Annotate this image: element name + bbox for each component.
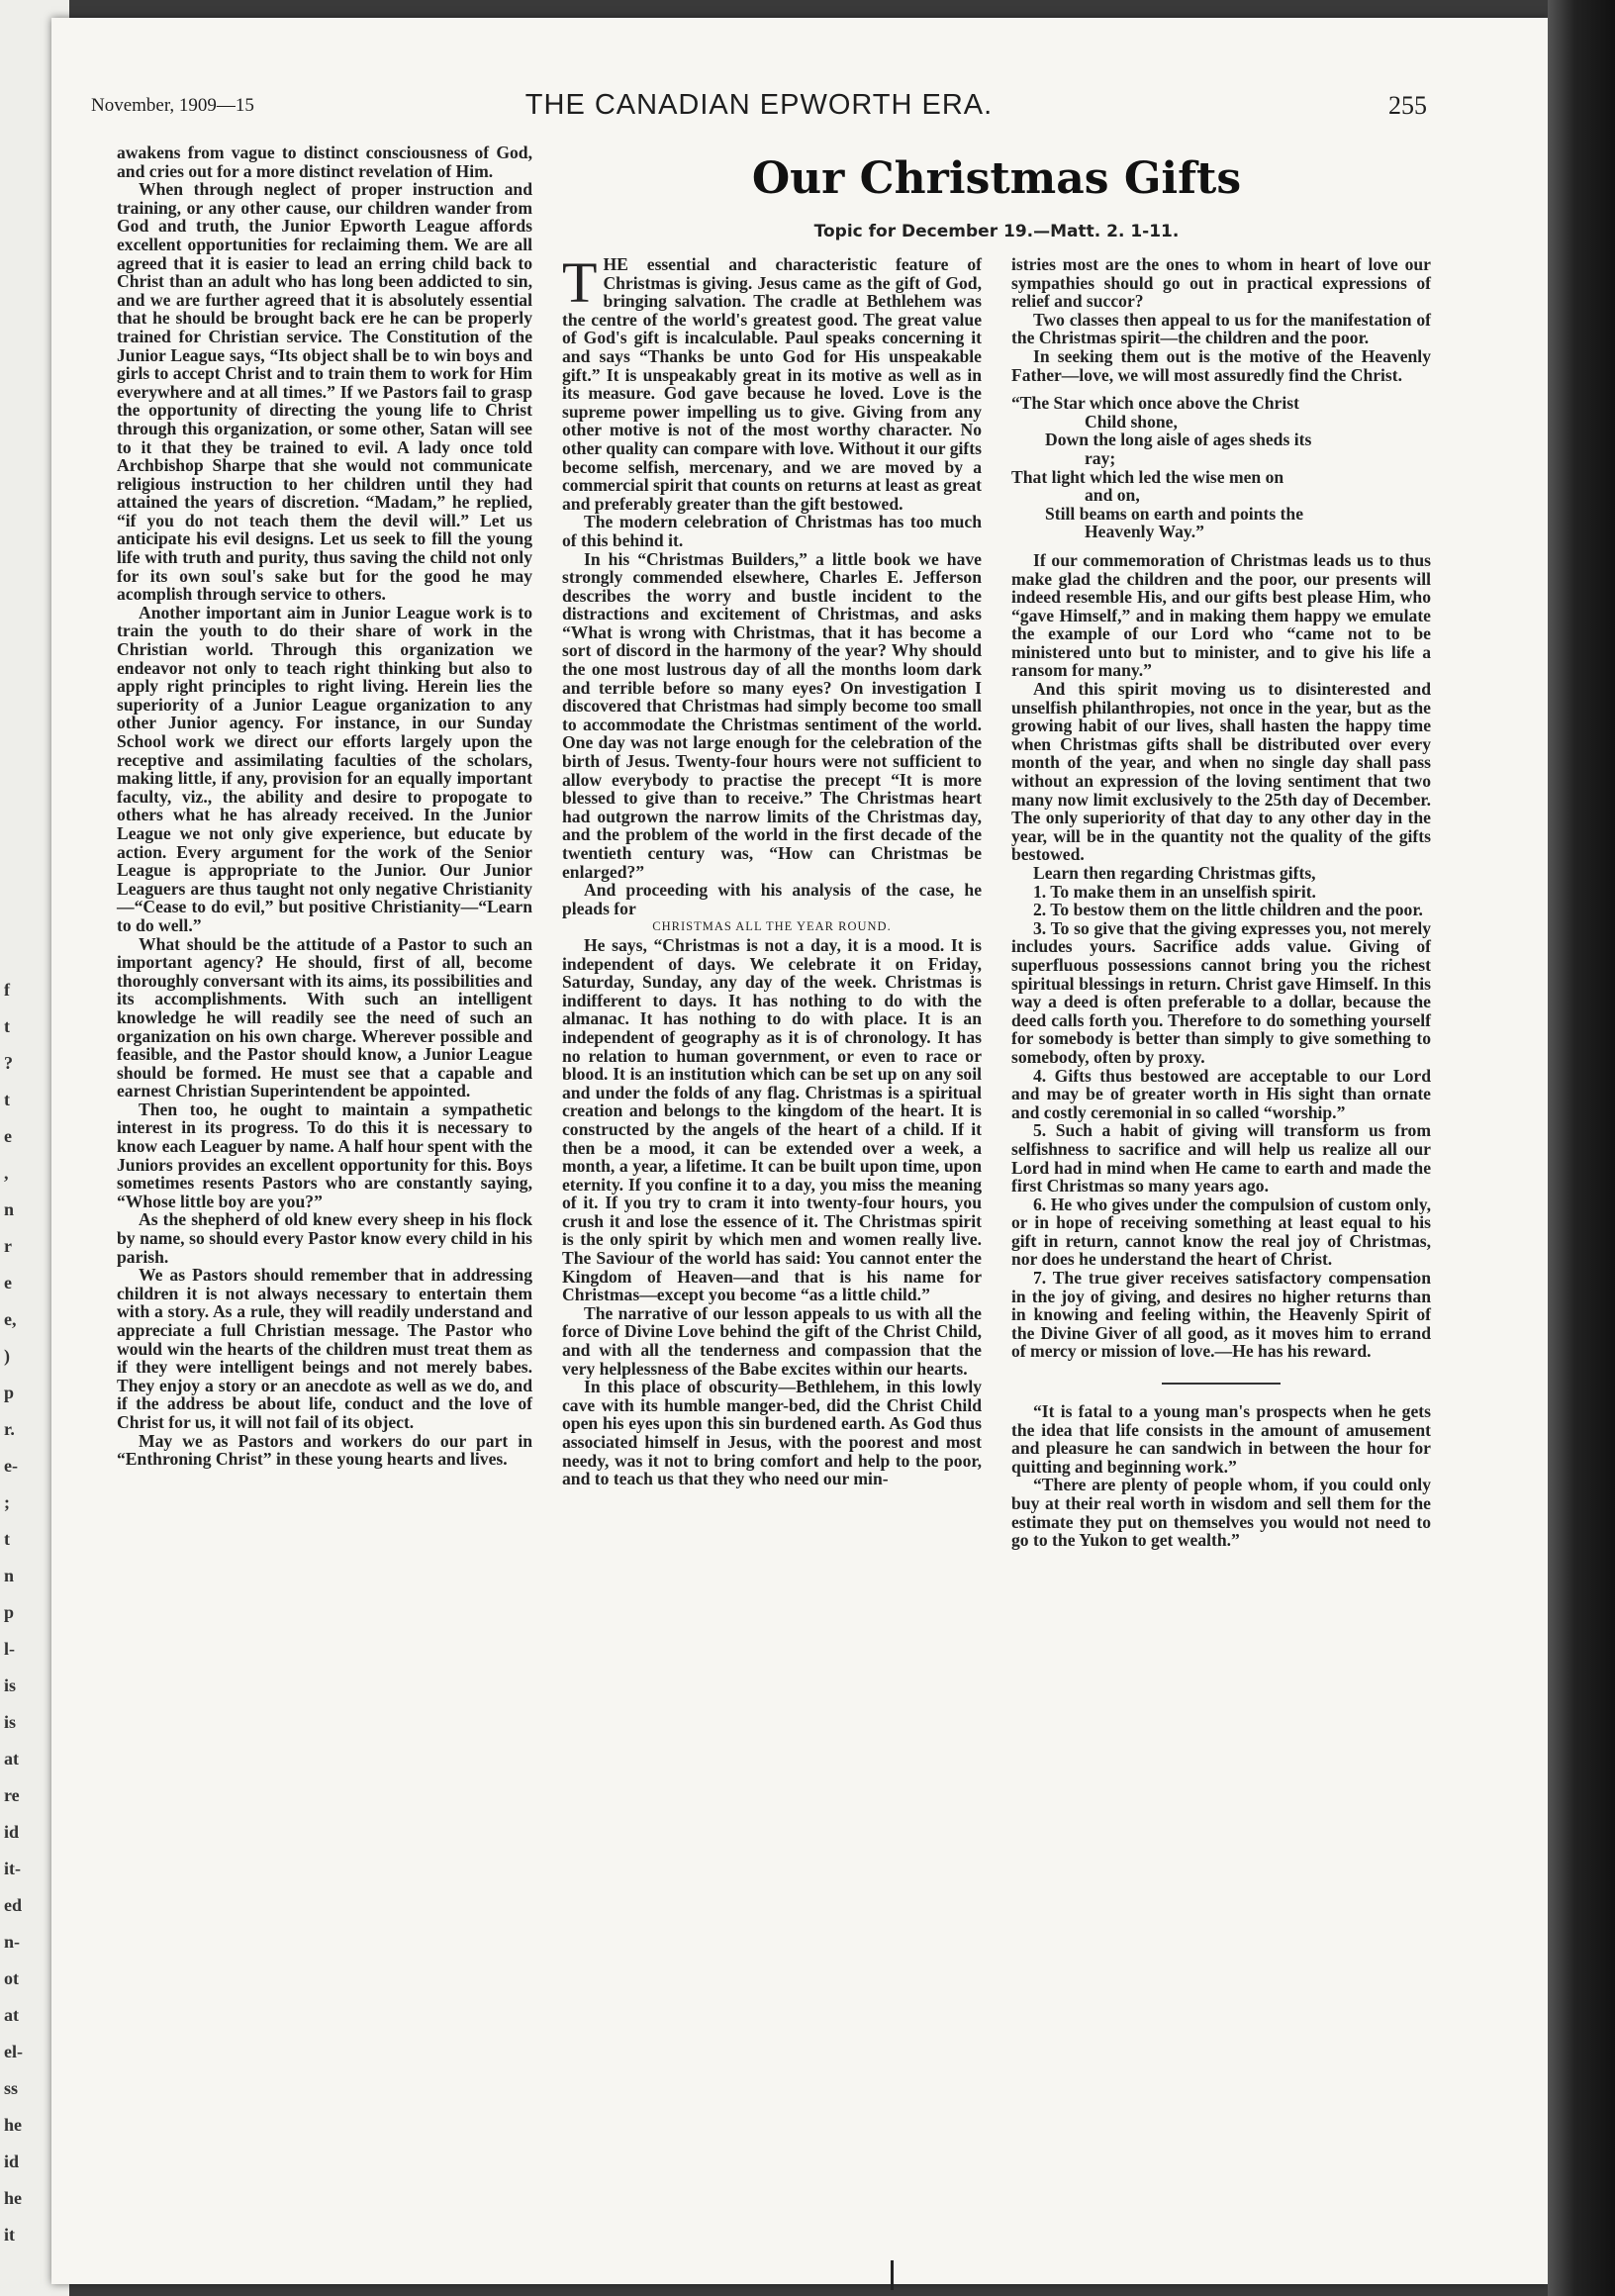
fragment-text: e, <box>4 1309 17 1329</box>
fragment-text: re <box>4 1785 20 1805</box>
fragment-text: it- <box>4 1859 21 1878</box>
paragraph: As the shepherd of old knew every sheep in his flock by name, so should every Pastor know every child in his parish. <box>117 1209 532 1267</box>
fragment-text: t <box>4 1016 10 1036</box>
poem-line: Heavenly Way.” <box>1085 522 1204 542</box>
fragment-text: ss <box>4 2078 19 2098</box>
divider-rule <box>1162 1383 1281 1385</box>
paragraph: 7. The true giver receives satisfactory compensation in the joy of giving, and desires no higher returns than in knowing and feeling within, the Heavenly Spirit of the Divine Giver of all good, as it moves him to errand of mercy or mission of love.—He has his reward. <box>1011 1268 1431 1362</box>
paragraph: The narrative of our lesson appeals to us with all the force of Divine Love behind the gift of the Christ Child, and with all the tenderness and compassion that the very helplessness of the Babe excites within our hearts. <box>562 1302 982 1379</box>
fragment-text: id <box>4 2152 20 2171</box>
fragment-text: , <box>4 1163 9 1183</box>
paragraph: 4. Gifts thus bestowed are acceptable to our Lord and may be of greater worth in His sight than ornate and costly ceremonial in so called “worship.” <box>1011 1065 1431 1122</box>
fragment-text: f <box>4 980 10 1000</box>
paragraph: May we as Pastors and workers do our part in “Enthroning Christ” in these young hearts and lives. <box>117 1430 532 1470</box>
fragment-text: ; <box>4 1492 10 1512</box>
fragment-text: p <box>4 1383 15 1402</box>
fragment-text: is <box>4 1712 17 1732</box>
paragraph: 5. Such a habit of giving will transform us from selfishness to sacrifice and will help us realize all our Lord had in mind when He came to earth and made the first Christmas so many years ago. <box>1011 1120 1431 1196</box>
fragment-text: el- <box>4 2042 23 2061</box>
paragraph: Two classes then appeal to us for the manifestation of the Christmas spirit—the children and the poor. <box>1011 309 1431 348</box>
article-title: Our Christmas Gifts <box>751 153 1242 204</box>
binding-edge <box>1548 0 1615 2296</box>
fragment-text: ) <box>4 1346 10 1366</box>
poem-line: Still beams on earth and points the <box>1045 503 1304 524</box>
fragment-text: e- <box>4 1456 18 1476</box>
fragment-text: t <box>4 1529 10 1549</box>
fragment-text: n <box>4 1566 15 1585</box>
paragraph: 6. He who gives under the compulsion of custom only, or in hope of receiving something at least equal to his gift in return, cannot know the real joy of Christmas, nor does he understand the heart of Christ. <box>1011 1194 1431 1270</box>
fragment-text: is <box>4 1675 17 1695</box>
paragraph: In seeking them out is the motive of the Heavenly Father—love, we will most assuredly find the Christ. <box>1011 345 1431 385</box>
poem-line: and on, <box>1085 485 1140 506</box>
poem-line: That light which led the wise men on <box>1011 466 1284 487</box>
paragraph: If our commemoration of Christmas leads us to thus make glad the children and the poor, our presents will indeed resemble His, and our gifts best please Him, who “gave Himself,” and in making them happy we emulate the example of our Lord who “came not to be ministered unto but to minister, and to give his life a ransom for many.” <box>1011 549 1431 681</box>
poem-line: Child shone, <box>1085 411 1178 431</box>
paragraph: What should be the attitude of a Pastor to such an important agency? He should, first of all, become thoroughly conversant with its aims, its possibilities and its accomplishments. With such an intelligent knowledge he will readily see the need of such an organization on his own charge. Wherever possible and feasible, and the Pastor should know, a Junior League should be formed. He must see that a capable and earnest Christian Superintendent be appointed. <box>117 933 532 1101</box>
fragment-text: at <box>4 1749 19 1769</box>
paragraph: istries most are the ones to whom in heart of love our sympathies should go out in practical expressions of relief and succor? <box>1011 254 1431 312</box>
fragment-text: it <box>4 2225 15 2245</box>
paragraph: When through neglect of proper instruction and training, or any other cause, our children wander from God and truth, the Junior Epworth League affords excellent opportunities for reclaiming them. We are all agreed that it is easier to lead an erring child back to Christ than an adult who has long been addicted to sin, and we are further agreed that it is absolutely essential that he should be brought back ere he can be properly trained for Christian service. The Constitution of the Junior League says, “Its object shall be to win boys and girls to accept Christ and to train them to work for Him everywhere and at all times.” If we Pastors fail to grasp the opportunity of directing the young life to Christ through this organization, or some other, Satan will see to it that they be trained to evil. A lady once told Archbishop Sharpe that she would not communicate religious instruction to her children until they had attained the years of discretion. “Madam,” he replied, “if you do not teach them the devil will.” Let us anticipate his evil designs. Let us seek to fill the young life with truth and purity, thus saving the child not only for its own soul's sake but for the good he may acomplish through service to others. <box>117 179 532 605</box>
publication-title: THE CANADIAN EPWORTH ERA. <box>524 89 994 121</box>
poem-line: ray; <box>1085 447 1116 468</box>
column-2 <box>562 250 982 1489</box>
fragment-text: n <box>4 1199 15 1219</box>
page-number: 255 <box>1388 91 1427 120</box>
fragment-text: t <box>4 1090 10 1109</box>
paragraph: awakens from vague to distinct consciousness of God, and cries out for a more distinct revelation of Him. <box>117 143 532 181</box>
paragraph: Another important aim in Junior League work is to train the youth to do their share of work in the Christian world. Through this organization we endeavor not only to teach right thinking but also to apply right principles to right living. Herein lies the superiority of a Junior League organization to any other Junior agency. For instance, in our Sunday School work we direct our efforts largely upon the receptive and assimilating faculties of the scholars, making little, if any, provision for an equally important faculty, viz., the ability and desire to propogate to others what he has already received. In the Junior League we not only give experience, but educate by action. Every argument for the work of the Senior League is appropriate to the Junior. Our Junior Leaguers are thus taught not only negative Christianity—“Cease to do evil,” but positive Christianity—“Learn to do well.” <box>117 602 532 935</box>
fragment-text: e <box>4 1273 12 1292</box>
poem-line: “The Star which once above the Christ <box>1011 393 1299 414</box>
paragraph: And this spirit moving us to disinterested and unselfish philanthropies, not once in the year, but as the growing habit of our lives, shall hasten the happy time when Christmas gifts shall be distributed over every month of the year, and when no single day shall pass without an expression of the loving sentiment that two many now limit exclusively to the 25th day of December. The only superiority of that day to any other day in the year, will be in the quantity not the quality of the gifts bestowed. <box>1011 679 1431 865</box>
dropcap: T <box>562 250 598 315</box>
paragraph: The modern celebration of Christmas has too much of this behind it. <box>562 512 982 550</box>
poem <box>1011 394 1431 541</box>
gutter-mark <box>891 2260 894 2290</box>
fragment-text: he <box>4 2188 22 2208</box>
paragraph: And proceeding with his analysis of the case, he pleads for <box>562 880 982 918</box>
paragraph: He says, “Christmas is not a day, it is a mood. It is independent of days. We celebrate it on Friday, Saturday, Sunday, any day of the week. Christmas is indifferent to days. It has nothing to do with the almanac. It has nothing to do with place. It is an independent of geography as it is of chronology. It has no relation to human government, or even to race or blood. It is an institution which can be set up on any soil and under the folds of any flag. Christmas is a spiritual creation and belongs to the kingdom of the heart. It is constructed by the angels of the heart of a child. If it then be a mood, it can be extended over a week, a month, a year, a lifetime. It can be built upon time, upon eternity. If you confine it to a day, you miss the meaning of it. If you try to cram it into twenty-four hours, you crush it and lose the essence of it. The Christmas spirit is the only spirit by which men and women really live. The Saviour of the world has said: You cannot enter the Kingdom of Heaven—and that is his name for Christmas—except you become “as a little child.” <box>562 934 982 1305</box>
running-head <box>91 89 1427 129</box>
paragraph: In this place of obscurity—Bethlehem, in this lowly cave with its humble manger-bed, did the Christ Child open his eyes upon this sin burdened earth. As God thus associated himself in Jesus, with the poorest and most needy, was it not to bring comfort and help to the poor, and to teach us that they who need our min- <box>562 1377 982 1489</box>
fragment-text: ? <box>4 1053 13 1073</box>
fragment-text: ot <box>4 1968 19 1988</box>
fragment-text: e <box>4 1126 12 1146</box>
fragment-text: r <box>4 1236 12 1256</box>
paragraph: Learn then regarding Christmas gifts, <box>1033 863 1316 883</box>
fragment-text: n- <box>4 1932 21 1952</box>
fragment-text: he <box>4 2115 22 2135</box>
fragment-text: at <box>4 2005 19 2025</box>
paragraph: 3. To so give that the giving expresses you, not merely includes yours. Sacrifice adds value. Giving of superfluous possessions cannot bring you the richest spiritual blessings in return. Christ gave Himself. In this way a deed is often preferable to a dollar, because the deed calls forth you. Therefore to do something yourself for somebody is better than simply to give something to somebody, often by proxy. <box>1011 917 1431 1067</box>
paragraph: 1. To make them in an unselfish spirit. <box>1033 881 1316 902</box>
issue-date: November, 1909—15 <box>91 95 254 116</box>
first-paragraph-text: HE essential and characteristic feature of Christmas is giving. Jesus came as the gift of God, bringing salvation. The cradle at Bethlehem was the centre of the world's greatest good. The great value of God's gift is incalculable. Paul speaks concerning it and says “Thanks be unto God for His unspeakable gift.” It is unspeakably great in its motive as well as in its measure. God gave because he loved. Love is the supreme power impelling us to give. Giving from any other motive is not of the most worthy character. No other quality can compare with love. Without it our gifts become selfish, mercenary, and we are moved by a commercial spirit that counts on returns at least as great and preferably greater than the gift bestowed. <box>562 254 982 514</box>
article-subtitle: Topic for December 19.—Matt. 2. 1-11. <box>813 222 1180 241</box>
poem-line: Down the long aisle of ages sheds its <box>1045 430 1312 450</box>
column-3 <box>1011 255 1431 1550</box>
first-paragraph <box>562 250 982 514</box>
fragment-text: l- <box>4 1639 15 1659</box>
column-1 <box>117 144 532 1469</box>
facing-page-fragments <box>0 0 40 2296</box>
quote-paragraph: “It is fatal to a young man's prospects when he gets the idea that life consists in the amount of amusement and pleasure he can sandwich in between the hour for quitting and beginning work.” <box>1011 1401 1431 1477</box>
fragment-text: r. <box>4 1419 15 1439</box>
paragraph: We as Pastors should remember that in addressing children it is not always necessary to entertain them with a story. As a rule, they will readily understand and appreciate a full Christian message. The Pastor who would win the hearts of the children must treat them as if they were intelligent beings and not merely babes. They enjoy a story or an anecdote as well as we do, and if the address be about life, conduct and the love of Christ for us, it will not fail of its object. <box>117 1265 532 1432</box>
section-heading: CHRISTMAS ALL THE YEAR ROUND. <box>652 919 892 934</box>
paragraph: 2. To bestow them on the little children and the poor. <box>1033 900 1423 920</box>
paragraph: In his “Christmas Builders,” a little book we have strongly commended elsewhere, Charles E. Jefferson describes the worry and bustle incident to the distractions and excitement of Christmas, and asks “What is wrong with Christmas, that it has become a sort of discord in the harmony of the year? Why should the one most lustrous day of all the months loom dark and terrible before so many eyes? On investigation I discovered that Christmas had simply become too small to accommodate the Christmas sentiment of the world. One day was not large enough for the celebration of the birth of Jesus. Twenty-four hours were not sufficient to allow everybody to practise the precept “It is more blessed to give than to receive.” The Christmas heart had outgrown the narrow limits of the Christmas day, and the problem of the world in the first decade of the twentieth century was, “How can Christmas be enlarged?” <box>562 548 982 882</box>
paragraph: Then too, he ought to maintain a sympathetic interest in its progress. To do this it is necessary to know each Leaguer by name. A half hour spent with the Juniors provides an excellent opportunity for this. Boys sometimes resents Pastors who are constantly saying, “Whose little boy are you?” <box>117 1099 532 1211</box>
fragment-text: p <box>4 1602 15 1622</box>
fragment-text: id <box>4 1822 20 1842</box>
quote-paragraph: “There are plenty of people whom, if you could only buy at their real worth in wisdom and sell them for the estimate they put on themselves you would not need to go to the Yukon to get wealth.” <box>1011 1475 1431 1551</box>
fragment-text: ed <box>4 1895 22 1915</box>
